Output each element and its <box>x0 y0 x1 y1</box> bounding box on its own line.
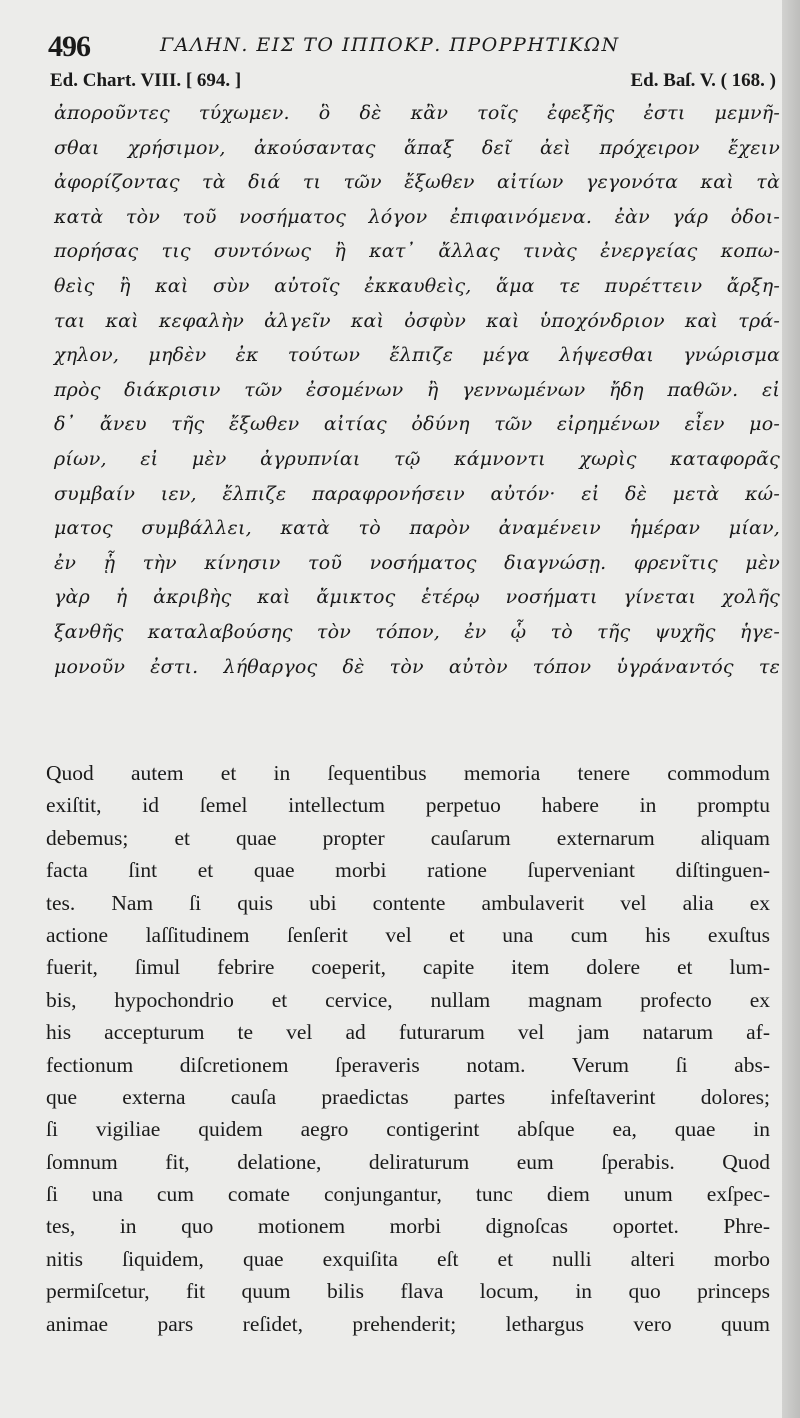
latin-text-line: permiſcetur, fit quum bilis flava locum, in quo princeps <box>46 1279 770 1304</box>
latin-text-line: tes, in quo motionem morbi dignoſcas oportet. Phre- <box>46 1214 770 1239</box>
greek-text-line: πρὸς διάκρισιν τῶν ἐσομένων ἢ γεννωμένων ἤδη παθῶν. εἰ <box>54 378 780 401</box>
page-edge-shadow <box>782 0 800 1418</box>
greek-text-block <box>54 96 780 684</box>
latin-text-line: exiſtit, id ſemel intellectum perpetuo habere in promptu <box>46 793 770 818</box>
latin-text-block <box>46 757 770 1340</box>
latin-text-line: que externa cauſa praedictas partes infeſtaverint dolores; <box>46 1084 770 1109</box>
latin-text-line: actione laſſitudinem ſenſerit vel et una cum his exuſtus <box>46 922 770 947</box>
greek-text-line: δ᾽ ἄνευ τῆς ἔξωθεν αἰτίας ὀδύνη τῶν εἰρημένων εἶεν μο- <box>54 413 780 436</box>
latin-text-line: ſomnum fit, delatione, deliraturum eum ſperabis. Quod <box>46 1149 770 1174</box>
greek-text-line: θεὶς ἢ καὶ σὺν αὐτοῖς ἐκκαυθεὶς, ἅμα τε πυρέττειν ἄρξη- <box>54 274 780 297</box>
greek-text-line: ματος συμβάλλει, κατὰ τὸ παρὸν ἀναμένειν ἡμέραν μίαν, <box>54 517 780 540</box>
greek-text-line: ρίων, εἰ μὲν ἀγρυπνίαι τῷ κάμνοντι χωρὶς καταφορᾶς <box>54 447 780 470</box>
greek-text-line: γὰρ ἡ ἀκριβὴς καὶ ἄμικτος ἑτέρῳ νοσήματι γίνεται χολῆς <box>54 586 780 609</box>
running-head-title: ΓΑΛΗΝ. ΕΙΣ ΤΟ ΙΠΠΟΚΡ. ΠΡΟΡΡΗΤΙΚΩΝ <box>160 34 620 56</box>
latin-text-line: bis, hypochondrio et cervice, nullam magnam profecto ex <box>46 987 770 1012</box>
greek-text-line: πορήσας τις συντόνως ἢ κατ᾽ ἄλλας τινὰς ἐνεργείας κοπω- <box>54 240 780 263</box>
latin-text-line: animae pars reſidet, prehenderit; lethargus vero quum <box>46 1311 770 1336</box>
greek-text-line: ται καὶ κεφαλὴν ἀλγεῖν καὶ ὀσφὺν καὶ ὑποχόνδριον καὶ τρά- <box>54 309 780 332</box>
greek-text-line: χηλον, μηδὲν ἐκ τούτων ἔλπιζε μέγα λήψεσθαι γνώρισμα <box>54 344 780 367</box>
greek-text-line: κατὰ τὸν τοῦ νοσήματος λόγον ἐπιφαινόμενα. ἐὰν γάρ ὁδοι- <box>54 205 780 228</box>
latin-text-line: fuerit, ſimul febrire coeperit, capite item dolere et lum- <box>46 955 770 980</box>
page-number: 496 <box>48 30 90 63</box>
greek-text-line: ἀφορίζοντας τὰ διά τι τῶν ἔξωθεν αἰτίων γεγονότα καὶ τὰ <box>54 171 780 194</box>
greek-text-line: ξανθῆς καταλαβούσης τὸν τόπον, ἐν ᾧ τὸ τῆς ψυχῆς ἡγε- <box>54 620 780 643</box>
edition-reference-chartier: Ed. Chart. VIII. [ 694. ] <box>50 70 242 91</box>
edition-references <box>50 70 776 94</box>
latin-text-line: nitis ſiquidem, quae exquiſita eſt et nulli alteri morbo <box>46 1246 770 1271</box>
latin-text-line: debemus; et quae propter cauſarum externarum aliquam <box>46 825 770 850</box>
latin-text-line: ſi una cum comate conjungantur, tunc diem unum exſpec- <box>46 1182 770 1207</box>
latin-text-line: Quod autem et in ſequentibus memoria tenere commodum <box>46 761 770 785</box>
latin-text-line: ſi vigiliae quidem aegro contigerint abſque ea, quae in <box>46 1117 770 1142</box>
greek-text-line: σθαι χρήσιμον, ἀκούσαντας ἅπαξ δεῖ ἀεὶ πρόχειρον ἔχειν <box>54 136 780 159</box>
running-head <box>48 28 768 64</box>
greek-text-line: ἐν ᾗ τὴν κίνησιν τοῦ νοσήματος διαγνώσῃ. φρενῖτις μὲν <box>54 551 780 574</box>
latin-text-line: facta ſint et quae morbi ratione ſuperveniant diſtinguen- <box>46 858 770 883</box>
latin-text-line: his accepturum te vel ad futurarum vel jam natarum af- <box>46 1020 770 1045</box>
greek-text-line: ἀποροῦντες τύχωμεν. ὃ δὲ κἂν τοῖς ἐφεξῆς ἐστι μεμνῆ- <box>54 102 780 124</box>
latin-text-line: fectionum diſcretionem ſperaveris notam. Verum ſi abs- <box>46 1052 770 1077</box>
greek-text-line: μονοῦν ἐστι. λήθαργος δὲ τὸν αὐτὸν τόπον ὑγράναντός τε <box>54 655 780 678</box>
latin-text-line: tes. Nam ſi quis ubi contente ambulaverit vel alia ex <box>46 890 770 915</box>
edition-reference-basel: Ed. Baſ. V. ( 168. ) <box>630 70 776 91</box>
greek-text-line: συμβαίν ιεν, ἔλπιζε παραφρονήσειν αὐτόν· εἰ δὲ μετὰ κώ- <box>54 482 780 505</box>
